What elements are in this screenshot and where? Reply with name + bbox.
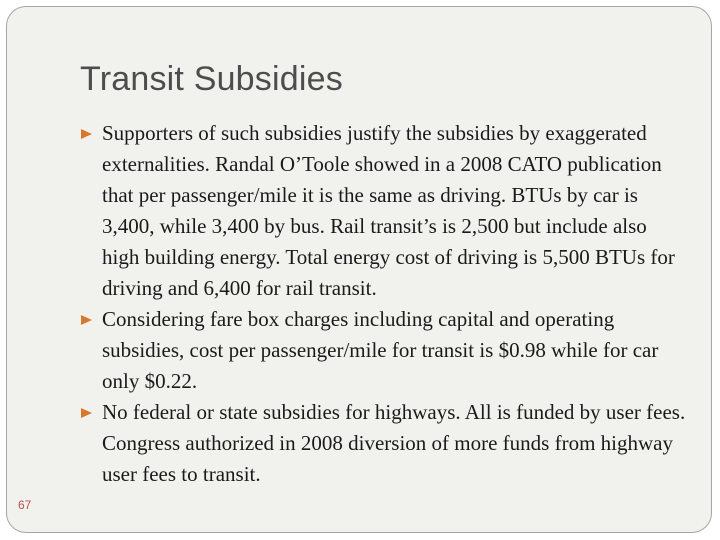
- triangle-bullet-icon: [81, 408, 92, 418]
- bullet-text: Supporters of such subsidies justify the subsidies by exaggerated externalities. Randal O’Toole showed in a 2008 CATO publication that per passenger/mile it is the same as driving. BTUs by car is 3,400, while 3,400 by bus. Rail transit’s is 2,500 but include also high building energy. Total energy cost of driving is 5,500 BTUs for driving and 6,400 for rail transit.: [102, 121, 675, 300]
- triangle-bullet-icon: [81, 315, 92, 325]
- slide-title: Transit Subsidies: [80, 60, 343, 98]
- bullet-item: [78, 397, 688, 490]
- bullet-item: [78, 118, 688, 304]
- triangle-bullet-icon: [81, 129, 92, 139]
- page-number: 67: [18, 498, 32, 512]
- bullet-item: [78, 304, 688, 397]
- bullet-text: Considering fare box charges including capital and operating subsidies, cost per passenger/mile for transit is $0.98 while for car only $0.22.: [102, 307, 659, 393]
- bullet-list: [78, 118, 688, 490]
- bullet-text: No federal or state subsidies for highways. All is funded by user fees. Congress authorized in 2008 diversion of more funds from highway user fees to transit.: [102, 400, 686, 486]
